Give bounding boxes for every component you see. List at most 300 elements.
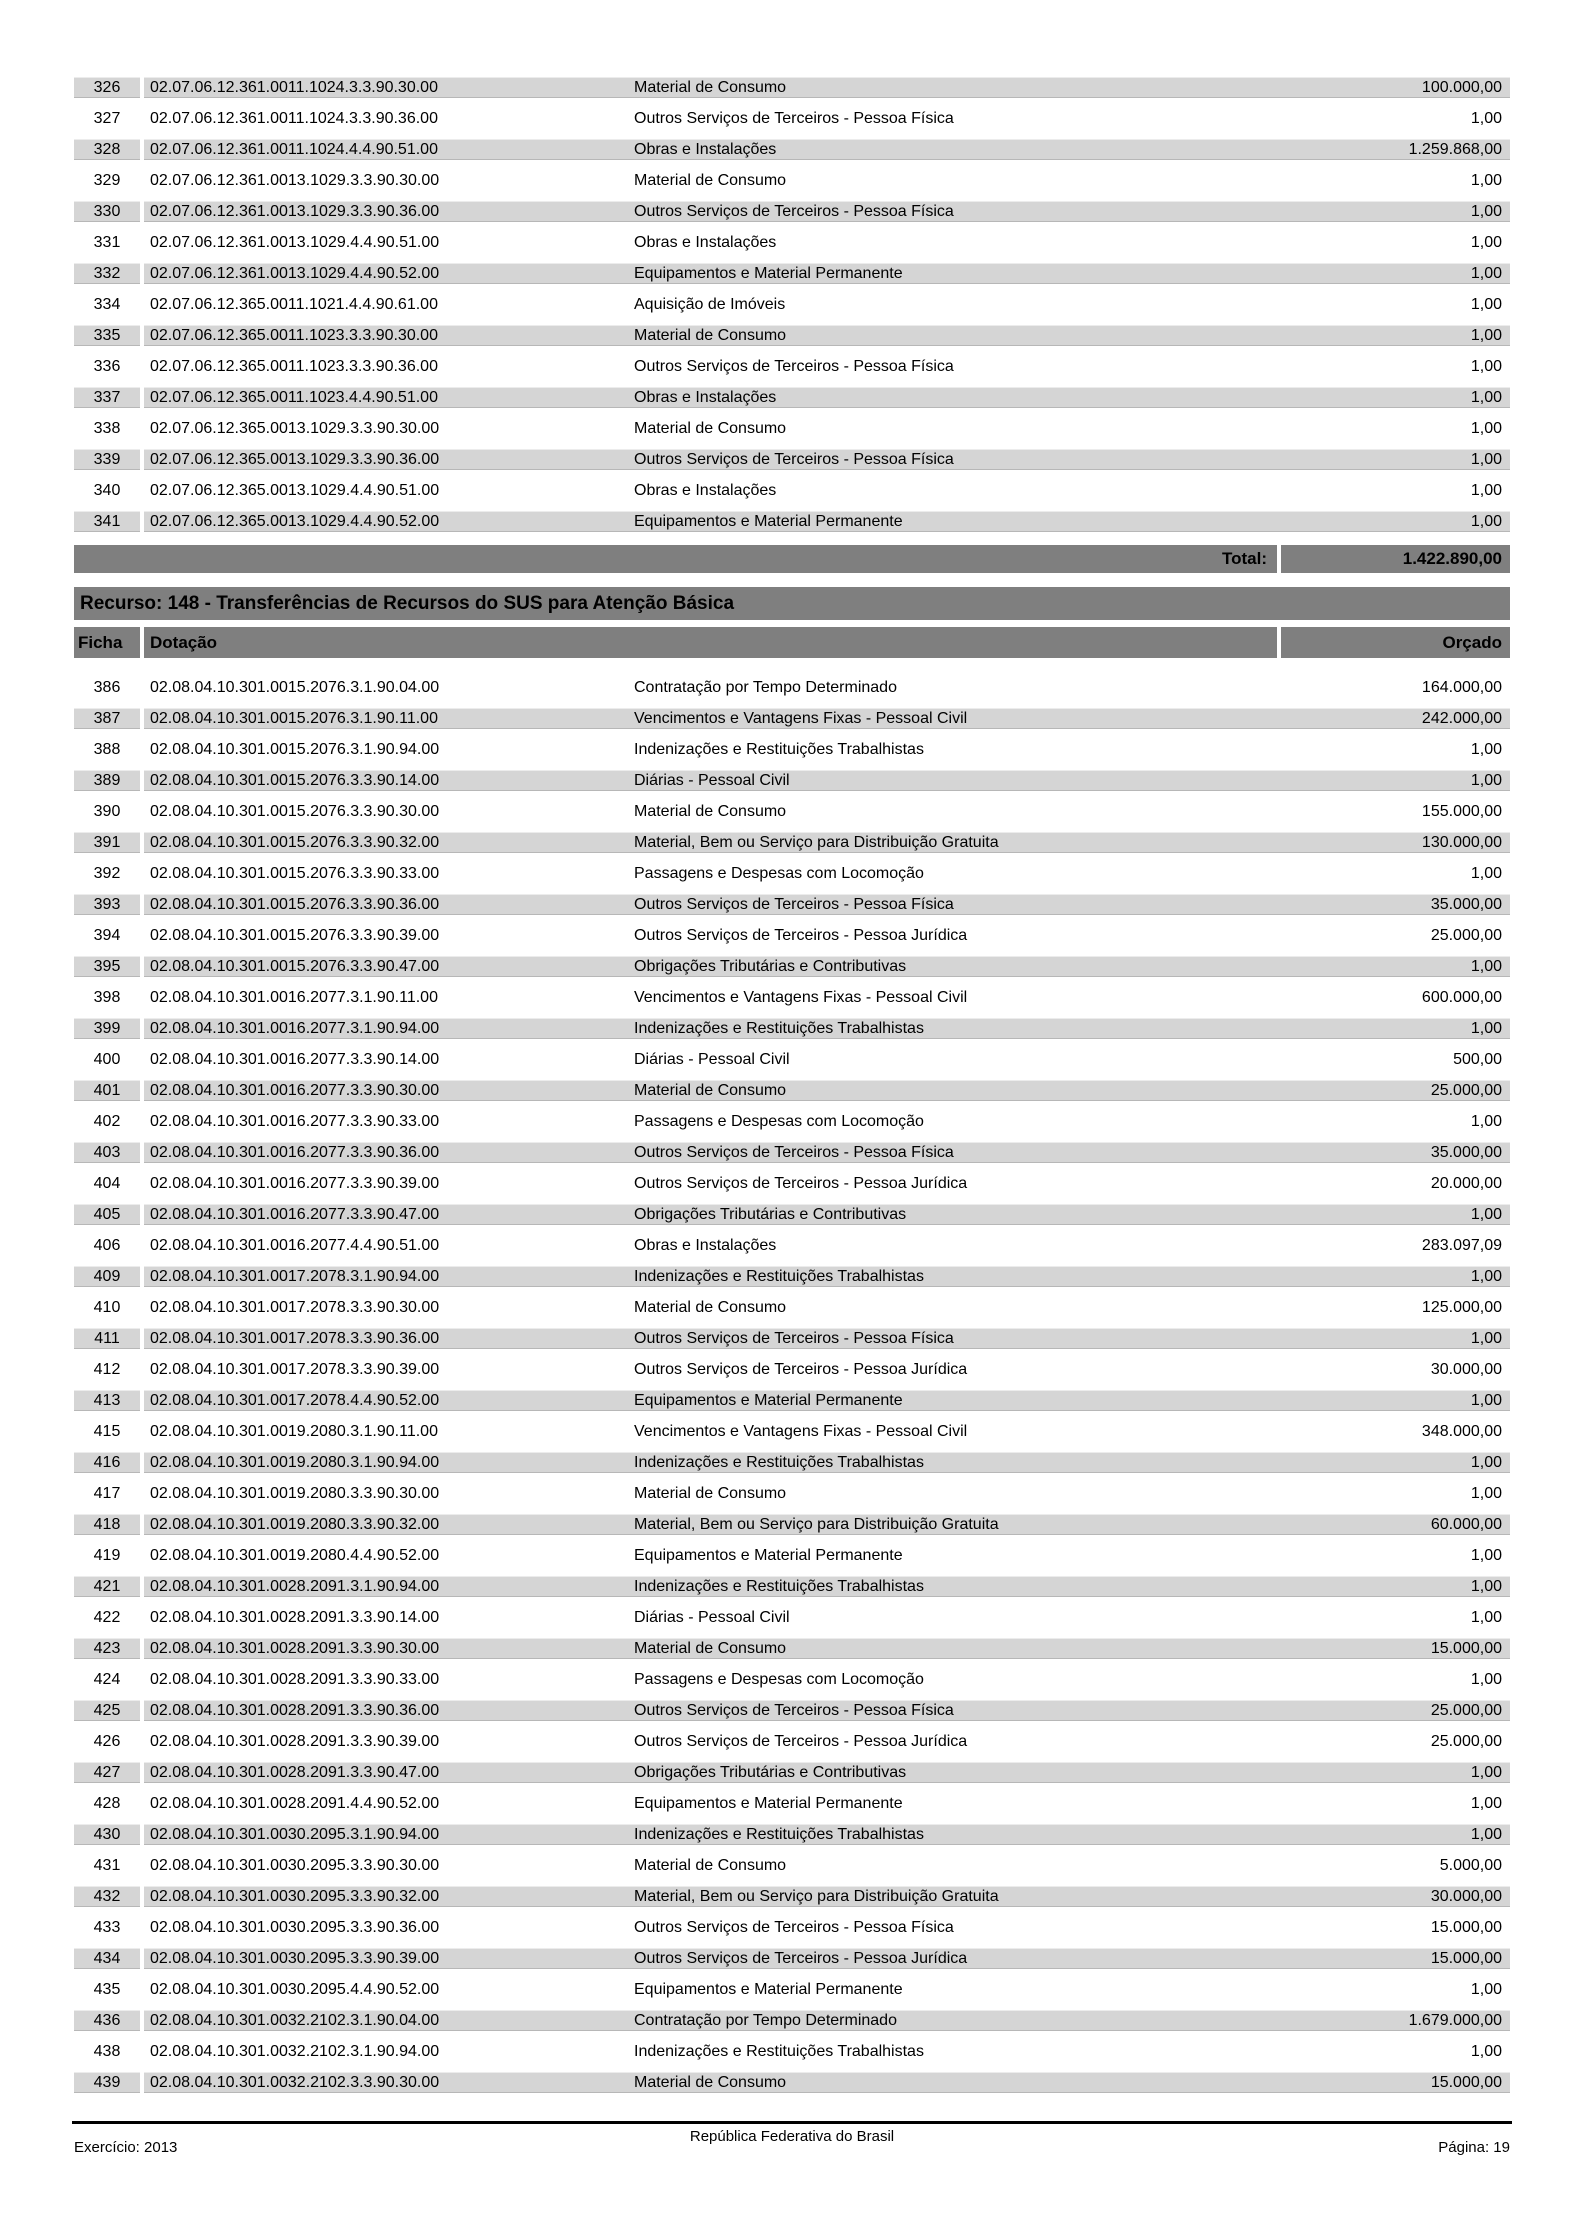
section-header-recurso-148: Recurso: 148 - Transferências de Recursos do SUS para Atenção Básica	[74, 587, 1510, 620]
table-row	[74, 925, 1510, 946]
ficha-cell: 400	[93, 1051, 121, 1068]
ficha-cell: 339	[74, 449, 140, 470]
dotacao-cell: 02.08.04.10.301.0032.2102.3.1.90.04.00	[150, 2012, 440, 2029]
orcado-cell: 125.000,00	[1421, 1299, 1502, 1316]
row-body	[144, 232, 1510, 253]
descricao-cell: Equipamentos e Material Permanente	[634, 1795, 903, 1812]
row-body	[144, 1793, 1510, 1814]
descricao-cell: Outros Serviços de Terceiros - Pessoa Jurídica	[634, 1950, 968, 1967]
orcado-cell: 1,00	[1470, 1113, 1502, 1130]
orcado-cell: 1,00	[1470, 1981, 1502, 1998]
ficha-cell: 393	[74, 894, 140, 915]
descricao-cell: Indenizações e Restituições Trabalhistas	[634, 2043, 924, 2060]
dotacao-cell: 02.08.04.10.301.0028.2091.3.3.90.39.00	[150, 1733, 440, 1750]
ficha-cell: 398	[93, 989, 121, 1006]
dotacao-cell: 02.08.04.10.301.0019.2080.3.3.90.32.00	[150, 1516, 440, 1533]
table-row	[74, 1607, 1510, 1628]
row-body	[144, 1018, 1510, 1039]
row-body	[144, 1049, 1510, 1070]
table-row	[74, 1948, 1510, 1969]
row-body	[144, 1886, 1510, 1907]
row-body	[144, 263, 1510, 284]
table-row	[74, 77, 1510, 98]
orcado-cell: 1,00	[1470, 741, 1502, 758]
table-row	[74, 2010, 1510, 2031]
dotacao-cell: 02.07.06.12.365.0013.1029.3.3.90.30.00	[150, 420, 440, 437]
orcado-cell: 1,00	[1470, 958, 1502, 975]
orcado-cell: 1,00	[1470, 865, 1502, 882]
ficha-cell: 406	[93, 1237, 121, 1254]
orcado-cell: 1,00	[1470, 772, 1502, 789]
table-row	[74, 863, 1510, 884]
row-body	[144, 1390, 1510, 1411]
row-body	[144, 139, 1510, 160]
orcado-cell: 1,00	[1470, 1206, 1502, 1223]
ficha-cell: 419	[93, 1547, 121, 1564]
ficha-cell: 390	[93, 803, 121, 820]
dotacao-cell: 02.08.04.10.301.0015.2076.3.3.90.36.00	[150, 896, 440, 913]
ficha-cell: 335	[74, 325, 140, 346]
orcado-cell: 25.000,00	[1430, 927, 1502, 944]
descricao-cell: Outros Serviços de Terceiros - Pessoa Física	[634, 451, 954, 468]
descricao-cell: Passagens e Despesas com Locomoção	[634, 865, 924, 882]
row-body	[144, 294, 1510, 315]
dotacao-cell: 02.08.04.10.301.0019.2080.4.4.90.52.00	[150, 1547, 440, 1564]
row-body	[144, 1576, 1510, 1597]
descricao-cell: Outros Serviços de Terceiros - Pessoa Jurídica	[634, 1175, 968, 1192]
dotacao-cell: 02.07.06.12.361.0011.1024.3.3.90.30.00	[150, 79, 438, 96]
ficha-cell: 411	[74, 1328, 140, 1349]
table-row	[74, 480, 1510, 501]
total-row	[74, 545, 1510, 573]
row-body	[144, 449, 1510, 470]
ficha-cell: 417	[93, 1485, 121, 1502]
dotacao-cell: 02.08.04.10.301.0030.2095.3.3.90.32.00	[150, 1888, 440, 1905]
descricao-cell: Vencimentos e Vantagens Fixas - Pessoal Civil	[634, 989, 968, 1006]
descricao-cell: Material, Bem ou Serviço para Distribuição Gratuita	[634, 1888, 999, 1905]
descricao-cell: Indenizações e Restituições Trabalhistas	[634, 1268, 924, 1285]
ficha-cell: 337	[74, 387, 140, 408]
orcado-cell: 1.259.868,00	[1408, 141, 1502, 158]
table-section-continued	[74, 77, 1510, 542]
row-body	[144, 1948, 1510, 1969]
dotacao-cell: 02.07.06.12.361.0013.1029.3.3.90.30.00	[150, 172, 440, 189]
dotacao-cell: 02.08.04.10.301.0028.2091.4.4.90.52.00	[150, 1795, 440, 1812]
row-body	[144, 1700, 1510, 1721]
ficha-cell: 341	[74, 511, 140, 532]
orcado-cell: 1,00	[1470, 265, 1502, 282]
dotacao-cell: 02.08.04.10.301.0017.2078.4.4.90.52.00	[150, 1392, 440, 1409]
table-row	[74, 1018, 1510, 1039]
ficha-cell: 328	[74, 139, 140, 160]
row-body	[144, 925, 1510, 946]
orcado-cell: 1,00	[1470, 1609, 1502, 1626]
ficha-cell: 413	[74, 1390, 140, 1411]
descricao-cell: Equipamentos e Material Permanente	[634, 1547, 903, 1564]
descricao-cell: Outros Serviços de Terceiros - Pessoa Física	[634, 1330, 954, 1347]
ficha-cell: 340	[93, 482, 121, 499]
table-row	[74, 1204, 1510, 1225]
table-row	[74, 2041, 1510, 2062]
ficha-cell: 338	[93, 420, 121, 437]
descricao-cell: Material de Consumo	[634, 327, 787, 344]
orcado-cell: 35.000,00	[1430, 896, 1502, 913]
ficha-cell: 326	[74, 77, 140, 98]
table-row	[74, 325, 1510, 346]
descricao-cell: Indenizações e Restituições Trabalhistas	[634, 1826, 924, 1843]
descricao-cell: Outros Serviços de Terceiros - Pessoa Jurídica	[634, 927, 968, 944]
row-body	[144, 1142, 1510, 1163]
orcado-cell: 164.000,00	[1421, 679, 1502, 696]
table-row	[74, 956, 1510, 977]
orcado-cell: 130.000,00	[1421, 834, 1502, 851]
dotacao-cell: 02.07.06.12.361.0013.1029.4.4.90.51.00	[150, 234, 440, 251]
orcado-cell: 1,00	[1470, 1020, 1502, 1037]
dotacao-cell: 02.08.04.10.301.0016.2077.3.3.90.39.00	[150, 1175, 440, 1192]
dotacao-cell: 02.08.04.10.301.0030.2095.3.3.90.39.00	[150, 1950, 440, 1967]
table-row	[74, 387, 1510, 408]
descricao-cell: Obras e Instalações	[634, 141, 777, 158]
row-body	[144, 1421, 1510, 1442]
row-body	[144, 480, 1510, 501]
descricao-cell: Equipamentos e Material Permanente	[634, 1392, 903, 1409]
row-body	[144, 1173, 1510, 1194]
orcado-cell: 600.000,00	[1421, 989, 1502, 1006]
table-row	[74, 1855, 1510, 1876]
ficha-cell: 401	[74, 1080, 140, 1101]
ficha-cell: 418	[74, 1514, 140, 1535]
column-header-orcado: Orçado	[1281, 627, 1510, 658]
descricao-cell: Material de Consumo	[634, 1485, 787, 1502]
descricao-cell: Aquisição de Imóveis	[634, 296, 786, 313]
orcado-cell: 1,00	[1470, 1764, 1502, 1781]
dotacao-cell: 02.08.04.10.301.0028.2091.3.1.90.94.00	[150, 1578, 440, 1595]
descricao-cell: Obras e Instalações	[634, 234, 777, 251]
descricao-cell: Equipamentos e Material Permanente	[634, 1981, 903, 1998]
table-row	[74, 1328, 1510, 1349]
dotacao-cell: 02.08.04.10.301.0015.2076.3.3.90.47.00	[150, 958, 440, 975]
ficha-cell: 402	[93, 1113, 121, 1130]
row-body	[144, 2041, 1510, 2062]
orcado-cell: 100.000,00	[1421, 79, 1502, 96]
descricao-cell: Outros Serviços de Terceiros - Pessoa Jurídica	[634, 1361, 968, 1378]
orcado-cell: 1,00	[1470, 420, 1502, 437]
dotacao-cell: 02.08.04.10.301.0015.2076.3.3.90.33.00	[150, 865, 440, 882]
ficha-cell: 403	[74, 1142, 140, 1163]
row-body	[144, 325, 1510, 346]
row-body	[144, 832, 1510, 853]
descricao-cell: Material, Bem ou Serviço para Distribuição Gratuita	[634, 1516, 999, 1533]
dotacao-cell: 02.08.04.10.301.0017.2078.3.3.90.36.00	[150, 1330, 440, 1347]
dotacao-cell: 02.08.04.10.301.0032.2102.3.3.90.30.00	[150, 2074, 440, 2091]
orcado-cell: 1,00	[1470, 1578, 1502, 1595]
orcado-cell: 15.000,00	[1430, 1640, 1502, 1657]
ficha-cell: 392	[93, 865, 121, 882]
table-row	[74, 108, 1510, 129]
table-row	[74, 832, 1510, 853]
column-header-dotacao: Dotação	[144, 627, 1277, 658]
dotacao-cell: 02.07.06.12.365.0013.1029.3.3.90.36.00	[150, 451, 440, 468]
orcado-cell: 1,00	[1470, 1330, 1502, 1347]
row-body	[144, 1917, 1510, 1938]
orcado-cell: 25.000,00	[1430, 1082, 1502, 1099]
descricao-cell: Obras e Instalações	[634, 482, 777, 499]
table-row	[74, 1514, 1510, 1535]
ficha-cell: 331	[93, 234, 121, 251]
descricao-cell: Vencimentos e Vantagens Fixas - Pessoal Civil	[634, 710, 968, 727]
ficha-cell: 432	[74, 1886, 140, 1907]
ficha-cell: 395	[74, 956, 140, 977]
ficha-cell: 431	[93, 1857, 121, 1874]
orcado-cell: 1,00	[1470, 1795, 1502, 1812]
ficha-cell: 387	[74, 708, 140, 729]
ficha-cell: 332	[74, 263, 140, 284]
ficha-cell: 391	[74, 832, 140, 853]
table-row	[74, 449, 1510, 470]
ficha-cell: 329	[93, 172, 121, 189]
row-body	[144, 356, 1510, 377]
ficha-cell: 410	[93, 1299, 121, 1316]
row-body	[144, 170, 1510, 191]
orcado-cell: 5.000,00	[1439, 1857, 1502, 1874]
table-row	[74, 1669, 1510, 1690]
descricao-cell: Material de Consumo	[634, 2074, 787, 2091]
orcado-cell: 1,00	[1470, 482, 1502, 499]
table-row	[74, 511, 1510, 532]
ficha-cell: 436	[74, 2010, 140, 2031]
dotacao-cell: 02.08.04.10.301.0015.2076.3.3.90.32.00	[150, 834, 440, 851]
orcado-cell: 20.000,00	[1430, 1175, 1502, 1192]
dotacao-cell: 02.08.04.10.301.0017.2078.3.1.90.94.00	[150, 1268, 440, 1285]
orcado-cell: 1,00	[1470, 327, 1502, 344]
table-row	[74, 1762, 1510, 1783]
descricao-cell: Outros Serviços de Terceiros - Pessoa Física	[634, 1919, 954, 1936]
dotacao-cell: 02.08.04.10.301.0016.2077.3.3.90.36.00	[150, 1144, 440, 1161]
dotacao-cell: 02.07.06.12.365.0011.1023.3.3.90.30.00	[150, 327, 438, 344]
ficha-cell: 426	[93, 1733, 121, 1750]
orcado-cell: 1,00	[1470, 2043, 1502, 2060]
ficha-cell: 425	[74, 1700, 140, 1721]
orcado-cell: 155.000,00	[1421, 803, 1502, 820]
table-row	[74, 770, 1510, 791]
row-body	[144, 511, 1510, 532]
descricao-cell: Outros Serviços de Terceiros - Pessoa Física	[634, 1702, 954, 1719]
dotacao-cell: 02.07.06.12.365.0011.1023.4.4.90.51.00	[150, 389, 438, 406]
dotacao-cell: 02.08.04.10.301.0032.2102.3.1.90.94.00	[150, 2043, 440, 2060]
dotacao-cell: 02.07.06.12.361.0011.1024.3.3.90.36.00	[150, 110, 438, 127]
table-row	[74, 894, 1510, 915]
orcado-cell: 1,00	[1470, 1485, 1502, 1502]
orcado-cell: 1,00	[1470, 1454, 1502, 1471]
table-row	[74, 294, 1510, 315]
orcado-cell: 1,00	[1470, 234, 1502, 251]
orcado-cell: 1,00	[1470, 172, 1502, 189]
descricao-cell: Material de Consumo	[634, 79, 787, 96]
orcado-cell: 1,00	[1470, 1547, 1502, 1564]
row-body	[144, 1669, 1510, 1690]
dotacao-cell: 02.07.06.12.365.0011.1023.3.3.90.36.00	[150, 358, 438, 375]
table-row	[74, 1638, 1510, 1659]
table-row	[74, 418, 1510, 439]
orcado-cell: 1,00	[1470, 1826, 1502, 1843]
dotacao-cell: 02.08.04.10.301.0030.2095.3.3.90.30.00	[150, 1857, 440, 1874]
dotacao-cell: 02.08.04.10.301.0016.2077.3.1.90.11.00	[150, 989, 438, 1006]
descricao-cell: Material de Consumo	[634, 1640, 787, 1657]
ficha-cell: 330	[74, 201, 140, 222]
table-row	[74, 1049, 1510, 1070]
row-body	[144, 1111, 1510, 1132]
column-header-ficha: Ficha	[74, 627, 140, 658]
table-row	[74, 1545, 1510, 1566]
row-body	[144, 201, 1510, 222]
table-row	[74, 1359, 1510, 1380]
orcado-cell: 15.000,00	[1430, 2074, 1502, 2091]
row-body	[144, 801, 1510, 822]
dotacao-cell: 02.08.04.10.301.0030.2095.3.1.90.94.00	[150, 1826, 440, 1843]
orcado-cell: 1,00	[1470, 1268, 1502, 1285]
orcado-cell: 30.000,00	[1430, 1361, 1502, 1378]
descricao-cell: Diárias - Pessoal Civil	[634, 1609, 790, 1626]
orcado-cell: 30.000,00	[1430, 1888, 1502, 1905]
table-row	[74, 1731, 1510, 1752]
dotacao-cell: 02.08.04.10.301.0016.2077.4.4.90.51.00	[150, 1237, 440, 1254]
table-row	[74, 1390, 1510, 1411]
dotacao-cell: 02.08.04.10.301.0017.2078.3.3.90.39.00	[150, 1361, 440, 1378]
ficha-cell: 433	[93, 1919, 121, 1936]
orcado-cell: 35.000,00	[1430, 1144, 1502, 1161]
dotacao-cell: 02.08.04.10.301.0028.2091.3.3.90.30.00	[150, 1640, 440, 1657]
row-body	[144, 108, 1510, 129]
orcado-cell: 1,00	[1470, 451, 1502, 468]
table-row	[74, 201, 1510, 222]
orcado-cell: 1,00	[1470, 203, 1502, 220]
row-body	[144, 708, 1510, 729]
row-body	[144, 418, 1510, 439]
dotacao-cell: 02.08.04.10.301.0015.2076.3.1.90.04.00	[150, 679, 440, 696]
ficha-cell: 424	[93, 1671, 121, 1688]
descricao-cell: Material de Consumo	[634, 803, 787, 820]
dotacao-cell: 02.08.04.10.301.0015.2076.3.3.90.14.00	[150, 772, 440, 789]
descricao-cell: Indenizações e Restituições Trabalhistas	[634, 1020, 924, 1037]
descricao-cell: Material de Consumo	[634, 172, 787, 189]
footer-page: Página: 19	[1438, 2139, 1510, 2156]
row-body	[144, 1638, 1510, 1659]
dotacao-cell: 02.07.06.12.361.0013.1029.4.4.90.52.00	[150, 265, 440, 282]
row-body	[144, 1204, 1510, 1225]
dotacao-cell: 02.07.06.12.365.0013.1029.4.4.90.52.00	[150, 513, 440, 530]
dotacao-cell: 02.08.04.10.301.0016.2077.3.3.90.33.00	[150, 1113, 440, 1130]
dotacao-cell: 02.08.04.10.301.0028.2091.3.3.90.47.00	[150, 1764, 440, 1781]
row-body	[144, 1297, 1510, 1318]
descricao-cell: Outros Serviços de Terceiros - Pessoa Física	[634, 1144, 954, 1161]
row-body	[144, 1328, 1510, 1349]
table-row	[74, 170, 1510, 191]
ficha-cell: 327	[93, 110, 121, 127]
dotacao-cell: 02.08.04.10.301.0015.2076.3.3.90.30.00	[150, 803, 440, 820]
row-body	[144, 956, 1510, 977]
row-body	[144, 987, 1510, 1008]
row-body	[144, 387, 1510, 408]
ficha-cell: 405	[74, 1204, 140, 1225]
table-row	[74, 677, 1510, 698]
row-body	[144, 1080, 1510, 1101]
table-row	[74, 139, 1510, 160]
orcado-cell: 348.000,00	[1421, 1423, 1502, 1440]
descricao-cell: Outros Serviços de Terceiros - Pessoa Física	[634, 358, 954, 375]
descricao-cell: Vencimentos e Vantagens Fixas - Pessoal Civil	[634, 1423, 968, 1440]
orcado-cell: 1,00	[1470, 1671, 1502, 1688]
table-row	[74, 987, 1510, 1008]
table-row	[74, 1297, 1510, 1318]
dotacao-cell: 02.07.06.12.361.0013.1029.3.3.90.36.00	[150, 203, 440, 220]
dotacao-cell: 02.08.04.10.301.0015.2076.3.1.90.11.00	[150, 710, 438, 727]
descricao-cell: Indenizações e Restituições Trabalhistas	[634, 1578, 924, 1595]
ficha-cell: 388	[93, 741, 121, 758]
descricao-cell: Passagens e Despesas com Locomoção	[634, 1671, 924, 1688]
ficha-cell: 416	[74, 1452, 140, 1473]
descricao-cell: Obrigações Tributárias e Contributivas	[634, 1764, 907, 1781]
dotacao-cell: 02.08.04.10.301.0016.2077.3.3.90.14.00	[150, 1051, 440, 1068]
ficha-cell: 439	[74, 2072, 140, 2093]
dotacao-cell: 02.07.06.12.361.0011.1024.4.4.90.51.00	[150, 141, 438, 158]
row-body	[144, 1731, 1510, 1752]
orcado-cell: 1,00	[1470, 513, 1502, 530]
table-row	[74, 708, 1510, 729]
descricao-cell: Contratação por Tempo Determinado	[634, 2012, 897, 2029]
descricao-cell: Material de Consumo	[634, 1857, 787, 1874]
orcado-cell: 15.000,00	[1430, 1919, 1502, 1936]
descricao-cell: Diárias - Pessoal Civil	[634, 772, 790, 789]
dotacao-cell: 02.08.04.10.301.0028.2091.3.3.90.36.00	[150, 1702, 440, 1719]
dotacao-cell: 02.08.04.10.301.0017.2078.3.3.90.30.00	[150, 1299, 440, 1316]
table-row	[74, 1483, 1510, 1504]
ficha-cell: 334	[93, 296, 121, 313]
row-body	[144, 739, 1510, 760]
row-body	[144, 1359, 1510, 1380]
ficha-cell: 389	[74, 770, 140, 791]
descricao-cell: Indenizações e Restituições Trabalhistas	[634, 741, 924, 758]
row-body	[144, 1762, 1510, 1783]
ficha-cell: 404	[93, 1175, 121, 1192]
dotacao-cell: 02.08.04.10.301.0019.2080.3.3.90.30.00	[150, 1485, 440, 1502]
total-value: 1.422.890,00	[1281, 545, 1510, 573]
descricao-cell: Material de Consumo	[634, 420, 787, 437]
dotacao-cell: 02.08.04.10.301.0019.2080.3.1.90.11.00	[150, 1423, 438, 1440]
ficha-cell: 423	[74, 1638, 140, 1659]
dotacao-cell: 02.08.04.10.301.0015.2076.3.3.90.39.00	[150, 927, 440, 944]
row-body	[144, 1855, 1510, 1876]
descricao-cell: Equipamentos e Material Permanente	[634, 513, 903, 530]
table-row	[74, 1452, 1510, 1473]
row-body	[144, 1545, 1510, 1566]
dotacao-cell: 02.07.06.12.365.0011.1021.4.4.90.61.00	[150, 296, 438, 313]
table-row	[74, 1235, 1510, 1256]
ficha-cell: 336	[93, 358, 121, 375]
dotacao-cell: 02.08.04.10.301.0016.2077.3.3.90.47.00	[150, 1206, 440, 1223]
row-body	[144, 77, 1510, 98]
table-row	[74, 1576, 1510, 1597]
dotacao-cell: 02.08.04.10.301.0015.2076.3.1.90.94.00	[150, 741, 440, 758]
dotacao-cell: 02.08.04.10.301.0016.2077.3.3.90.30.00	[150, 1082, 440, 1099]
ficha-cell: 438	[93, 2043, 121, 2060]
ficha-cell: 412	[93, 1361, 121, 1378]
table-row	[74, 1173, 1510, 1194]
orcado-cell: 500,00	[1453, 1051, 1502, 1068]
row-body	[144, 1824, 1510, 1845]
row-body	[144, 1266, 1510, 1287]
footer-rule	[72, 2121, 1512, 2124]
dotacao-cell: 02.08.04.10.301.0028.2091.3.3.90.14.00	[150, 1609, 440, 1626]
